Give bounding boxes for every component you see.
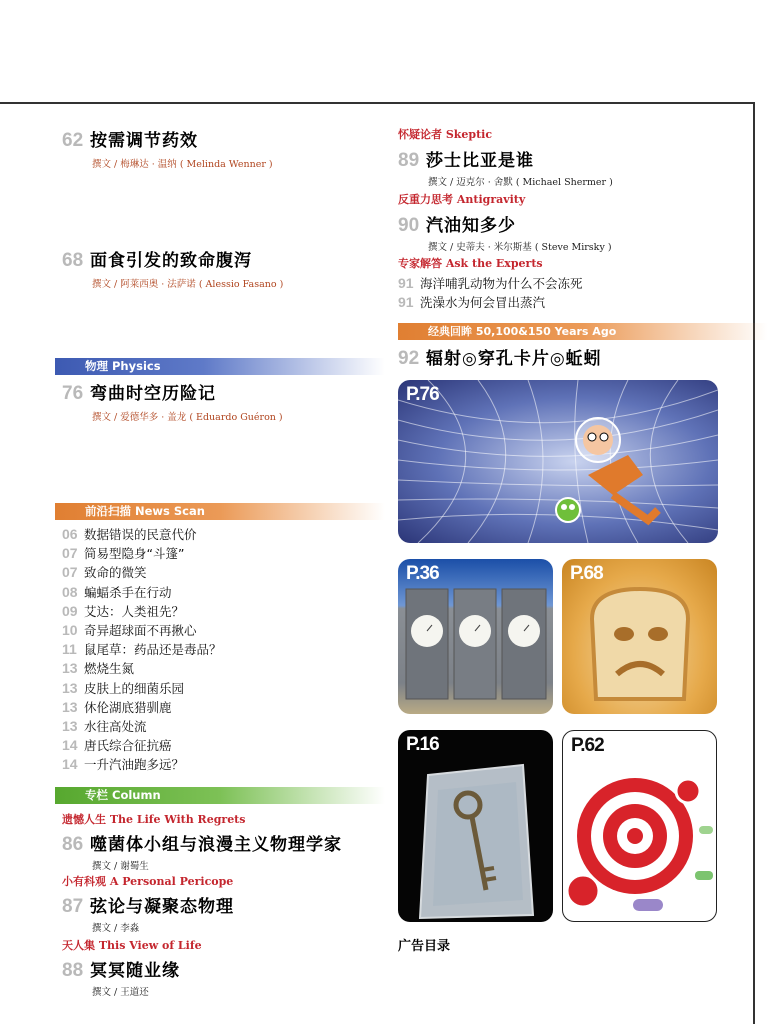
- article-byline: 撰文 / 王道还: [92, 987, 149, 998]
- picture-page-label: P.62: [571, 735, 604, 756]
- column-entry-86[interactable]: [62, 811, 342, 872]
- item-title: 海洋哺乳动物为什么不会冻死: [420, 276, 583, 291]
- page-number: 13: [62, 679, 78, 696]
- list-item[interactable]: [62, 621, 222, 640]
- picture-p36[interactable]: [398, 559, 553, 714]
- article-62[interactable]: [62, 126, 273, 170]
- article-title: 弦论与凝聚态物理: [90, 897, 234, 917]
- article-title: 汽油知多少: [426, 216, 516, 236]
- page-number: 09: [62, 602, 78, 619]
- page-number: 13: [62, 660, 78, 677]
- list-item[interactable]: [62, 583, 222, 602]
- column-entry-88[interactable]: [62, 937, 202, 998]
- item-title: 水往高处流: [84, 718, 147, 734]
- column-section-label: 反重力思考 Antigravity: [398, 193, 526, 206]
- page-number: 92: [398, 348, 420, 369]
- picture-page-label: P.36: [406, 563, 439, 584]
- article-byline: 撰文 / 爱德华多 · 盖龙 ( Eduardo Guéron ): [92, 412, 283, 423]
- picture-p16[interactable]: [398, 730, 553, 922]
- article-title: 噬菌体小组与浪漫主义物理学家: [90, 835, 342, 855]
- column-section-label: 小有科观 A Personal Pericope: [62, 875, 234, 888]
- section-header-column: 专栏 Column: [55, 787, 385, 804]
- page-number: 08: [62, 583, 78, 600]
- page-number: 91: [398, 294, 414, 310]
- item-title: 鼠尾草：药品还是毒品？: [84, 642, 222, 658]
- news-scan-list: [62, 525, 222, 774]
- item-title: 皮肤上的细菌乐园: [84, 680, 185, 696]
- picture-page-label: P.68: [570, 563, 603, 584]
- experts-entry: [398, 255, 583, 312]
- list-item[interactable]: [62, 679, 222, 698]
- article-title: 莎士比亚是谁: [426, 151, 534, 171]
- page-number: 88: [62, 960, 84, 981]
- list-item[interactable]: [62, 602, 222, 621]
- page-number: 68: [62, 250, 84, 271]
- item-title: 洗澡水为何会冒出蒸汽: [420, 295, 546, 310]
- page-number: 06: [62, 526, 78, 542]
- article-76[interactable]: [62, 379, 283, 423]
- page-number: 62: [62, 130, 84, 151]
- item-title: 数据错误的民意代价: [84, 527, 197, 542]
- picture-p62[interactable]: [562, 730, 717, 922]
- item-title: 简易型隐身“斗篷”: [84, 546, 185, 562]
- column-entry-87[interactable]: [62, 873, 234, 934]
- list-item[interactable]: [62, 640, 222, 659]
- list-item[interactable]: [62, 525, 222, 544]
- item-title: 唐氏综合征抗癌: [84, 738, 172, 754]
- page-number: 87: [62, 896, 84, 917]
- item-title: 休伦湖底猎驯鹿: [84, 699, 172, 715]
- list-item[interactable]: [62, 736, 222, 755]
- antigravity-entry[interactable]: [398, 191, 612, 253]
- article-title: 按需调节药效: [90, 131, 198, 151]
- page-number: 13: [62, 698, 78, 715]
- page-number: 14: [62, 756, 78, 773]
- column-section-label: 天人集 This View of Life: [62, 939, 202, 952]
- item-title: 奇异超球面不再揪心: [84, 622, 197, 638]
- years-ago-entry[interactable]: [398, 344, 602, 370]
- page-number: 07: [62, 564, 78, 581]
- target-pills-illustration: [563, 731, 717, 922]
- list-item[interactable]: [398, 293, 583, 312]
- list-item[interactable]: [62, 717, 222, 736]
- picture-p76[interactable]: [398, 380, 718, 543]
- article-byline: 撰文 / 梅琳达 · 温纳 ( Melinda Wenner ): [92, 159, 273, 170]
- page-number: 14: [62, 737, 78, 754]
- list-item[interactable]: [62, 563, 222, 582]
- list-item[interactable]: [62, 659, 222, 678]
- item-title: 致命的微笑: [84, 565, 147, 581]
- spacetime-grid-illustration: [398, 380, 718, 543]
- item-title: 一升汽油跑多远？: [84, 757, 185, 773]
- list-item[interactable]: [398, 274, 583, 293]
- page-number: 10: [62, 621, 78, 638]
- page-number: 86: [62, 834, 84, 855]
- article-title: 辐射◎穿孔卡片◎蚯蚓: [426, 349, 602, 369]
- column-section-label: 怀疑论者 Skeptic: [398, 128, 493, 141]
- frozen-key-illustration: [398, 730, 553, 922]
- list-item[interactable]: [62, 755, 222, 774]
- item-title: 艾达：人类祖先？: [84, 603, 185, 619]
- page-number: 90: [398, 215, 420, 236]
- article-byline: 撰文 / 阿莱西奥 · 法萨诺 ( Alessio Fasano ): [92, 279, 284, 290]
- column-section-label: 遗憾人生 The Life With Regrets: [62, 813, 246, 826]
- item-title: 蝙蝠杀手在行动: [84, 584, 172, 600]
- picture-p68[interactable]: [562, 559, 717, 714]
- article-title: 面食引发的致命腹泻: [90, 251, 252, 271]
- picture-page-label: P.16: [406, 734, 439, 755]
- item-title: 燃烧生氮: [84, 661, 135, 677]
- section-header-physics: 物理 Physics: [55, 358, 385, 375]
- article-byline: 撰文 / 李淼: [92, 923, 140, 934]
- list-item[interactable]: [62, 698, 222, 717]
- picture-page-label: P.76: [406, 384, 439, 405]
- page-number: 11: [62, 641, 77, 658]
- section-header-years-ago: 经典回眸 50,100&150 Years Ago: [398, 323, 768, 340]
- section-header-news-scan: 前沿扫描 News Scan: [55, 503, 385, 520]
- list-item[interactable]: [62, 544, 222, 563]
- article-byline: 撰文 / 史蒂夫 · 米尔斯基 ( Steve Mirsky ): [428, 242, 612, 253]
- article-68[interactable]: [62, 246, 283, 290]
- column-section-label: 专家解答 Ask the Experts: [398, 257, 543, 270]
- skeptic-entry[interactable]: [398, 126, 613, 188]
- ads-index-link[interactable]: 广告目录: [398, 939, 451, 954]
- page-number: 07: [62, 545, 78, 562]
- article-byline: 撰文 / 谢蜀生: [92, 861, 149, 872]
- article-byline: 撰文 / 迈克尔 · 舍默 ( Michael Shermer ): [428, 177, 613, 188]
- page-number: 91: [398, 275, 414, 291]
- page-number: 89: [398, 150, 420, 171]
- article-title: 弯曲时空历险记: [90, 384, 216, 404]
- page-number: 76: [62, 383, 84, 404]
- page-number: 13: [62, 717, 78, 734]
- article-title: 冥冥随业缘: [90, 961, 180, 981]
